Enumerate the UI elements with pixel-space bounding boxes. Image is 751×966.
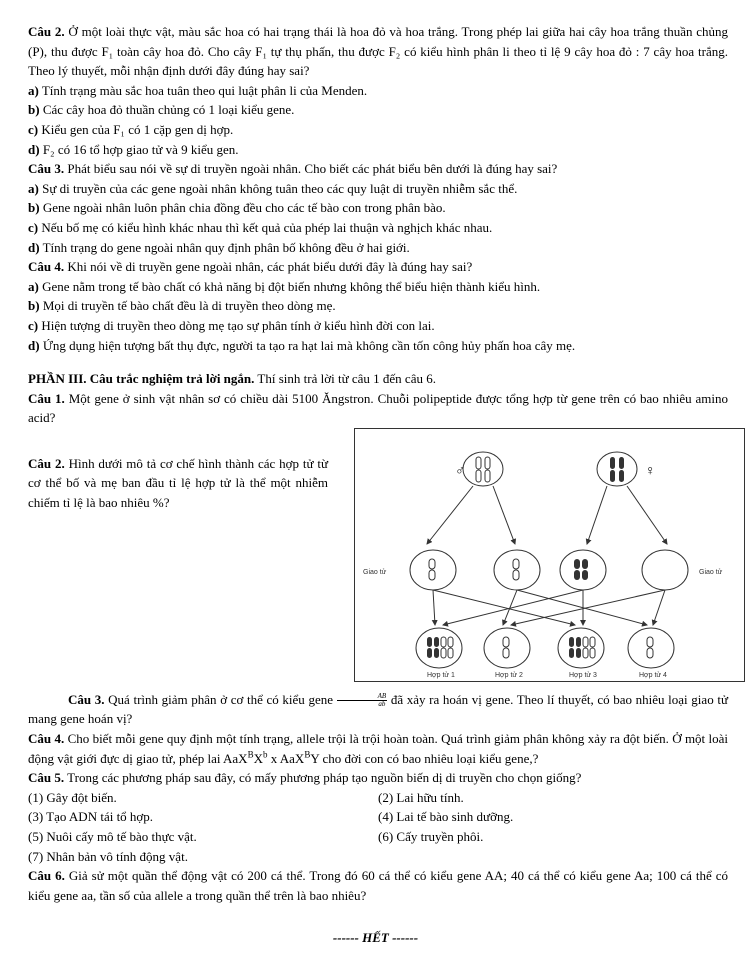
option: d) F₂ có 16 tổ hợp giao tử và 9 kiểu gen. xyxy=(28,141,239,157)
question-p2-2: Câu 2. Ở một loài thực vật, màu sắc hoa có hai trạng thái là hoa đỏ và hoa trắng. Trong phép lai giữa hai cây hoa trắng thuần chủng (P), thu được F₁ toàn cây hoa đỏ. Cho cây F₁ tự thụ phấn, thu được F₂ có kiểu hình phân li theo tỉ lệ 9 cây hoa đỏ : 7 cây hoa trắng. Theo lý thuyết, mỗi nhận định dưới đây đúng hay sai? xyxy=(28,24,729,79)
zygote-label-2: Hợp tử 2 xyxy=(495,671,523,679)
option: a) Tính trạng màu sắc hoa tuân theo qui luật phân li của Menden. xyxy=(28,82,368,98)
option: d) Tính trạng do gene ngoài nhân quy định phân bố không đều ở hai giới. xyxy=(28,239,410,255)
zygote-1 xyxy=(416,628,462,668)
method-list xyxy=(28,807,728,827)
question-p3-1: Câu 1. Một gene ở sinh vật nhân sơ có chiều dài 5100 Ăngstron. Chuỗi polipeptide được tổng hợp từ gene trên có bao nhiêu amino acid? xyxy=(28,390,729,426)
section-heading: PHẦN III. Câu trắc nghiệm trả lời ngắn. Thí sinh trả lời từ câu 1 đến câu 6. xyxy=(28,371,436,387)
option: c) Kiểu gen của F₁ có 1 cặp gen dị hợp. xyxy=(28,121,234,137)
method-list xyxy=(28,788,728,808)
question-p3-2: Câu 2. Hình dưới mô tả cơ chế hình thành các hợp tử từ cơ thể bố và mẹ ban đầu tỉ lệ hợp tử là thể một nhiễm chiếm tỉ lệ là bao nhiêu %? xyxy=(28,455,328,511)
zygote-label-4: Hợp tử 4 xyxy=(639,671,667,679)
list-item: (1) Gây đột biến. xyxy=(28,789,117,805)
question-p3-5: Câu 5. Trong các phương pháp sau đây, có mấy phương pháp tạo nguồn biến dị di truyền cho chọn giống? xyxy=(28,770,582,786)
document-page xyxy=(28,22,728,905)
female-symbol: ♀ xyxy=(645,463,656,479)
question-p3-4: Câu 4. Cho biết mỗi gene quy định một tính trạng, allele trội là trội hoàn toàn. Quá trình giảm phân không xảy ra đột biến. Ở một loài động vật giới đực dị giao tử, phép lai $AaX^BX^b$ x AaX$^B$Y cho đời con có bao nhiêu loại kiểu gene,? xyxy=(28,731,729,766)
option: c) Nếu bố mẹ có kiểu hình khác nhau thì kết quả của phép lai thuận và nghịch khác nhau. xyxy=(28,219,493,235)
genotype-fraction: $\frac{AB}{ab}$ xyxy=(337,693,388,708)
method-list xyxy=(28,827,728,847)
meiosis-diagram xyxy=(355,429,744,681)
list-item: (2) Lai hữu tính. xyxy=(378,789,464,805)
question-p3-2-block xyxy=(28,428,728,682)
gamete-3 xyxy=(560,550,606,590)
zygote-label-1: Hợp tử 1 xyxy=(427,671,455,679)
question-p3-6: Câu 6. Giả sử một quần thể động vật có 200 cá thể. Trong đó 60 cá thể có kiểu gene AA; 40 cá thể có kiểu gene Aa; 100 cá thể có kiểu gene aa, tần số của allele a trong quần thể trên là bao nhiêu? xyxy=(28,868,729,903)
option: b) Mọi di truyền tế bào chất đều là di truyền theo dòng mẹ. xyxy=(28,298,336,314)
father-cell xyxy=(463,452,503,486)
zygote-3 xyxy=(558,628,604,668)
zygote-label-3: Hợp tử 3 xyxy=(569,671,597,679)
mother-cell xyxy=(597,452,637,486)
option: d) Ứng dụng hiện tượng bất thụ đực, người ta tạo ra hạt lai mà không cần tốn công hủy phấn hoa cây mẹ. xyxy=(28,337,576,353)
end-marker: ------ HẾT ------ xyxy=(332,930,419,945)
list-item: (4) Lai tế bào sinh dưỡng. xyxy=(378,809,514,825)
list-item: (3) Tạo ADN tái tổ hợp. xyxy=(28,809,154,825)
gamete-label-left: Giao tử xyxy=(363,568,387,576)
list-item: (5) Nuôi cấy mô tế bào thực vật. xyxy=(28,829,197,845)
male-symbol: ♂ xyxy=(455,463,466,479)
option: c) Hiện tượng di truyền theo dòng mẹ tạo sự phân tính ở kiểu hình đời con lai. xyxy=(28,317,435,333)
list-item: (6) Cấy truyền phôi. xyxy=(378,829,484,845)
question-p2-3: Câu 3. Phát biểu sau nói về sự di truyền ngoài nhân. Cho biết các phát biểu bên dưới là đúng hay sai? xyxy=(28,161,558,177)
gamete-4 xyxy=(642,550,688,590)
option: b) Các cây hoa đỏ thuần chủng có 1 loại kiểu gene. xyxy=(28,102,295,118)
option: b) Gene ngoài nhân luôn phân chia đồng đều cho các tế bào con trong phân bào. xyxy=(28,200,446,216)
option: a) Gene nằm trong tế bào chất có khả năng bị đột biến nhưng không thể biểu hiện thành kiểu hình. xyxy=(28,278,541,294)
question-p3-3: Câu 3. Quá trình giảm phân ở cơ thể có kiểu gene $\frac{AB}{ab}$ đã xảy ra hoán vị gene. Theo lí thuyết, có bao nhiêu loại giao tử mang gene hoán vị? xyxy=(28,691,728,727)
option: a) Sự di truyền của các gene ngoài nhân không tuân theo các quy luật di truyền nhiễm sắc thể. xyxy=(28,180,518,196)
list-item: (7) Nhân bản vô tính động vật. xyxy=(28,848,188,864)
gamete-label-right: Giao tử xyxy=(699,568,723,576)
meiosis-figure xyxy=(354,428,745,682)
question-p2-4: Câu 4. Khi nói về di truyền gene ngoài nhân, các phát biểu dưới đây là đúng hay sai? xyxy=(28,259,473,275)
